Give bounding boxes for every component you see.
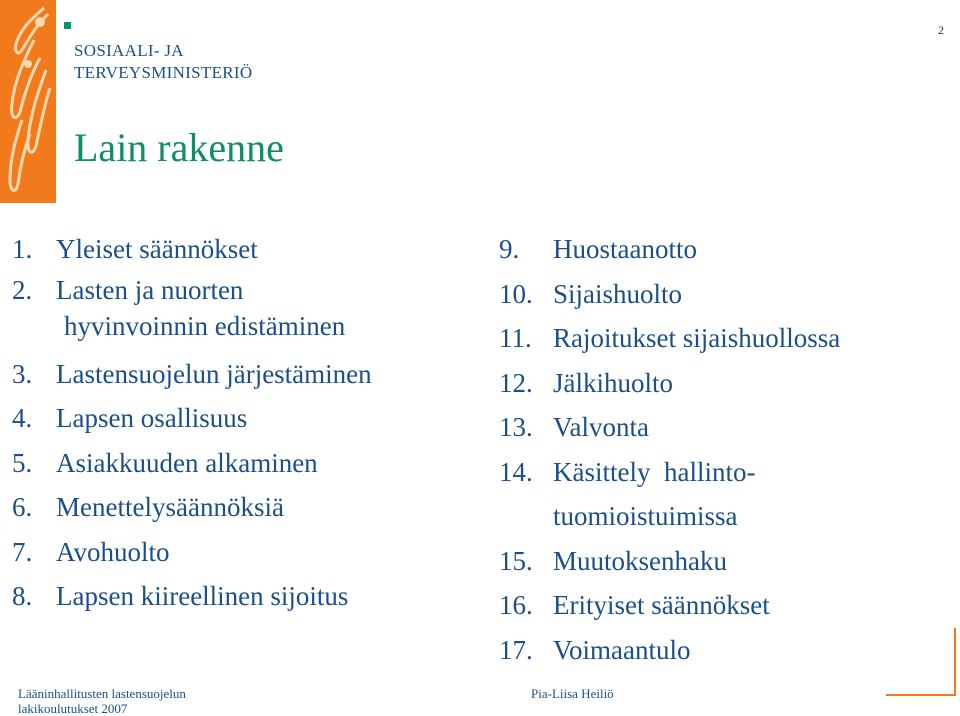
list-item [499, 539, 840, 584]
item-number: 8. [12, 581, 33, 611]
list-item [12, 227, 372, 272]
list-item [499, 628, 840, 673]
item-number: 13. [499, 412, 533, 442]
footer-event-line-2: lakikoulutukset 2007 [18, 701, 128, 716]
list-item [12, 352, 372, 397]
list-item [12, 441, 372, 486]
item-text: Rajoitukset sijaishuollossa [553, 323, 841, 353]
item-number: 4. [12, 403, 33, 433]
item-number: 10. [499, 278, 533, 309]
list-item [12, 485, 372, 530]
item-number: 16. [499, 590, 533, 620]
item-number: 3. [12, 358, 33, 389]
ministry-logo [0, 0, 56, 203]
item-text: Yleiset säännökset [56, 234, 258, 264]
logo-figures-graphic [0, 0, 56, 203]
item-number: 17. [499, 634, 533, 665]
item-number: 5. [12, 447, 33, 478]
item-text: Jälkihuolto [553, 367, 673, 398]
item-text-continued: hyvinvoinnin edistäminen [64, 310, 346, 341]
corner-decoration-line [886, 628, 956, 696]
item-text: Muutoksenhaku [553, 545, 727, 576]
item-text: Huostaanotto [553, 234, 697, 264]
item-text: Erityiset säännökset [553, 590, 770, 620]
item-text: Sijaishuolto [553, 278, 683, 309]
ministry-line-1: SOSIAALI- JA [74, 41, 184, 60]
item-text: Menettelysäännöksiä [56, 492, 284, 522]
list-item [12, 396, 372, 441]
footer-author: Pia-Liisa Heiliö [531, 686, 614, 701]
item-text: Lastensuojelun järjestäminen [56, 358, 372, 389]
list-item [499, 583, 840, 628]
ministry-line-2: TERVEYSMINISTERIÖ [74, 63, 253, 82]
chapter-list-right [499, 227, 840, 672]
list-item [499, 450, 840, 539]
item-text: Lapsen osallisuus [56, 403, 248, 433]
item-text: Asiakkuuden alkaminen [56, 447, 318, 478]
item-text: Lapsen kiireellinen sijoitus [56, 581, 349, 611]
slide-title: Lain rakenne [74, 125, 284, 170]
footer-event [18, 686, 186, 716]
item-text: Valvonta [553, 412, 649, 442]
list-item [499, 316, 840, 361]
header-bullet-square [64, 22, 71, 29]
item-number: 1. [12, 234, 33, 264]
item-number: 15. [499, 545, 533, 576]
list-item [499, 405, 840, 450]
list-item [12, 574, 372, 619]
list-item [12, 530, 372, 575]
item-number: 7. [12, 536, 33, 567]
item-number: 12. [499, 367, 533, 398]
chapter-list-left [12, 227, 372, 619]
item-number: 6. [12, 492, 33, 522]
item-number: 9. [499, 234, 520, 264]
footer-event-line-1: Lääninhallitusten lastensuojelun [18, 686, 186, 701]
list-item [12, 272, 372, 344]
item-text-continued: tuomioistuimissa [553, 501, 738, 531]
item-text: Voimaantulo [553, 634, 691, 665]
list-item [499, 272, 840, 317]
item-text: Avohuolto [56, 536, 170, 567]
list-item [499, 227, 840, 272]
item-number: 14. [499, 456, 533, 487]
page-number: 2 [938, 23, 944, 37]
item-text: Käsittely hallinto- [553, 456, 756, 487]
list-item [499, 361, 840, 406]
item-number: 2. [12, 274, 33, 305]
item-text: Lasten ja nuorten [56, 274, 244, 305]
ministry-name [74, 40, 252, 84]
item-number: 11. [499, 323, 532, 353]
